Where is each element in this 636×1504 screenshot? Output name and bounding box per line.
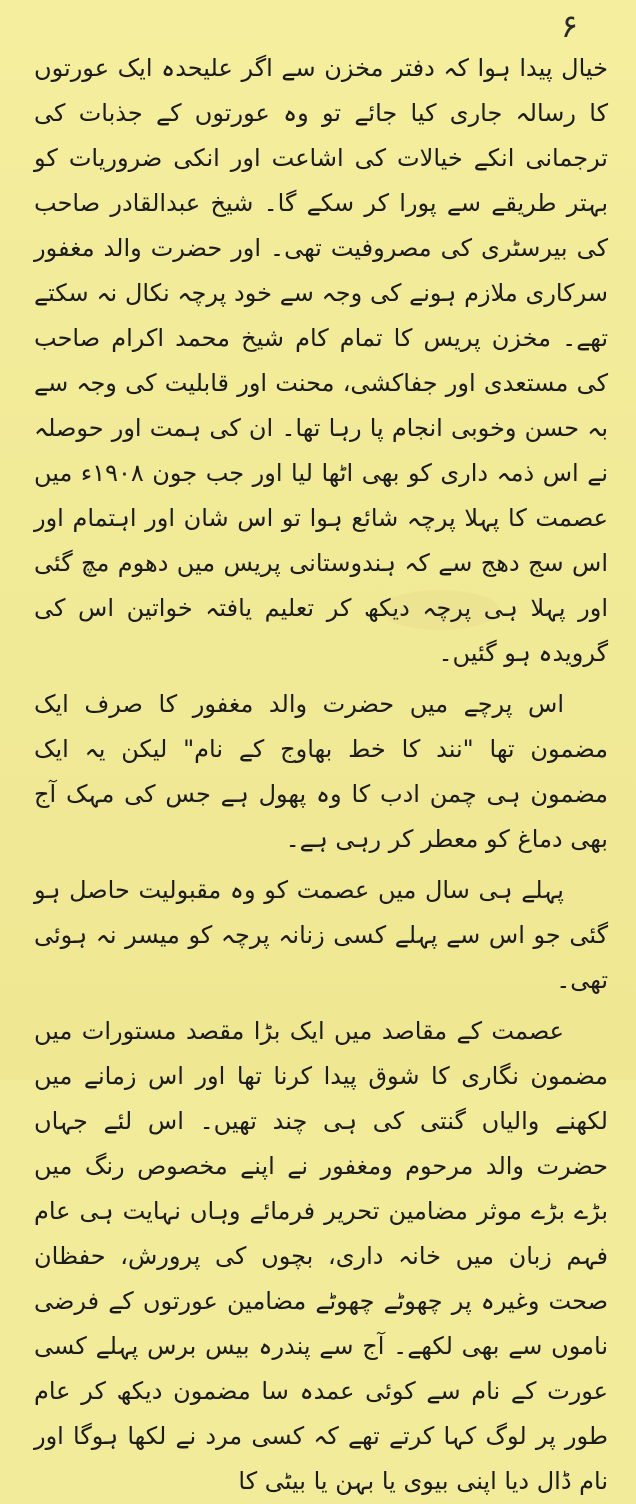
paragraph-2: اس پرچے میں حضرت والد مغفور کا صرف ایک مضمون تھا "نند کا خط بھاوج کے نام" لیکن یہ ایک مضمون ہی چمن ادب کا وہ پھول ہے جس کی مہک آج بھی دماغ کو معطر کر رہی ہے۔	[34, 690, 608, 853]
paragraph-4: عصمت کے مقاصد میں ایک بڑا مقصد مستورات میں مضمون نگاری کا شوق پیدا کرنا تھا اور اس زمانے میں لکھنے والیاں گنتی کی ہی چند تھیں۔ اس لئے جہاں حضرت والد مرحوم ومغفور نے اپنے مخصوص رنگ میں بڑے بڑے موثر مضامین تحریر فرمائے وہاں نہایت ہی عام فہم زبان میں خانہ داری، بچوں کی پرورش، حفظان صحت وغیرہ پر چھوٹے چھوٹے مضامین عورتوں کے فرضی ناموں سے بھی لکھے۔ آج سے پندرہ بیس برس پہلے کسی عورت کے نام سے کوئی عمدہ سا مضمون دیکھ کر عام طور پر لوگ کہا کرتے تھے کہ کسی مرد نے لکھا ہوگا اور نام ڈال دیا اپنی بیوی یا بہن یا بیٹی کا	[34, 1017, 608, 1495]
page-text	[34, 46, 608, 1504]
paragraph-3: پہلے ہی سال میں عصمت کو وہ مقبولیت حاصل ہو گئی جو اس سے پہلے کسی زنانہ پرچہ کو میسر نہ ہوئی تھی۔	[34, 876, 608, 994]
page-number: ۶	[560, 7, 578, 45]
paragraph-1: خیال پیدا ہوا کہ دفتر مخزن سے اگر علیحدہ ایک عورتوں کا رسالہ جاری کیا جائے تو وہ عورتوں کے جذبات کی ترجمانی انکے خیالات کی اشاعت اور انکی ضروریات کو بہتر طریقے سے پورا کر سکے گا۔ شیخ عبدالقادر صاحب کی بیرسٹری کی مصروفیت تھی۔ اور حضرت والد مغفور سرکاری ملازم ہونے کی وجہ سے خود پرچہ نکال نہ سکتے تھے۔ مخزن پریس کا تمام کام شیخ محمد اکرام صاحب کی مستعدی اور جفاکشی، محنت اور قابلیت کی وجہ سے بہ حسن وخوبی انجام پا رہا تھا۔ ان کی ہمت اور حوصلہ نے اس ذمہ داری کو بھی اٹھا لیا اور جب جون ۱۹۰۸ء میں عصمت کا پہلا پرچہ شائع ہوا تو اس شان اور اہتمام اور اس سج دھج سے کہ ہندوستانی پریس میں دھوم مچ گئی اور پہلا ہی پرچہ دیکھ کر تعلیم یافتہ خواتین اس کی گرویدہ ہو گئیں۔	[34, 54, 609, 667]
